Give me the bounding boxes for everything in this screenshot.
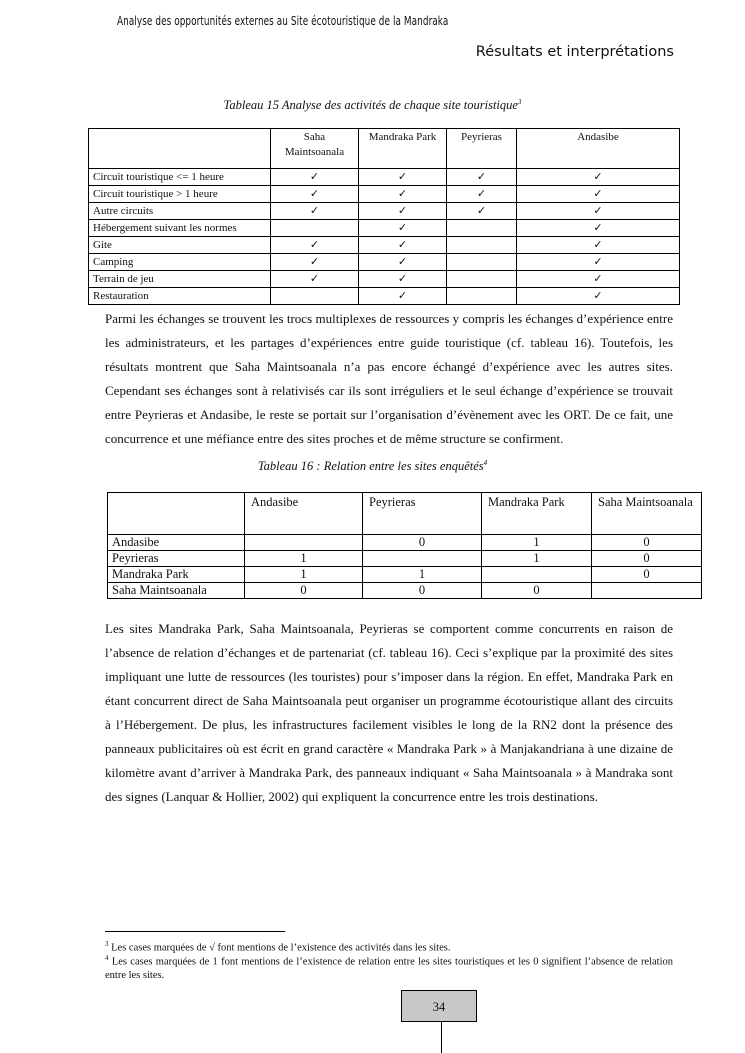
relation-cell: 0 (363, 583, 482, 599)
activity-column-header: Mandraka Park (359, 129, 447, 169)
activity-row-label: Circuit touristique > 1 heure (89, 186, 271, 203)
relation-header-row (108, 493, 702, 535)
page-number-stem (441, 1022, 442, 1053)
footnote-rule (105, 931, 285, 932)
activity-row (89, 169, 680, 186)
activity-cell: ✓ (271, 271, 359, 288)
relation-cell (482, 567, 592, 583)
activity-row (89, 288, 680, 305)
activity-cell: ✓ (271, 169, 359, 186)
activity-cell (447, 288, 517, 305)
relation-cell: 1 (245, 551, 363, 567)
activity-cell (447, 254, 517, 271)
page-number: 34 (401, 990, 477, 1022)
activity-cell: ✓ (517, 271, 680, 288)
relation-column-header: Andasibe (245, 493, 363, 535)
relation-row-label: Saha Maintsoanala (108, 583, 245, 599)
activity-cell: ✓ (517, 288, 680, 305)
activity-cell: ✓ (517, 254, 680, 271)
paragraph-competition (105, 617, 673, 809)
table16-caption-text: Tableau 16 : Relation entre les sites enquêtés (257, 459, 484, 474)
activity-cell: ✓ (517, 203, 680, 220)
activity-row-label: Camping (89, 254, 271, 271)
table16-caption (0, 459, 745, 474)
paragraph-exchanges (105, 307, 673, 451)
activity-cell: ✓ (517, 186, 680, 203)
paragraph-competition-text: Les sites Mandraka Park, Saha Maintsoanala, Peyrieras se comportent comme concurrents en raison de l’absence de relation d’échanges et de partenariat (cf. tableau 16). Ceci s’explique par la proximité des sites impliquant une lutte de ressources (les touristes) pour s’imposer dans la région. En effet, Mandraka Park en étant concurrent direct de Saha Maintsoanala peut organiser un programme écotouristique allant des circuits à l’Hébergement. De plus, les infrastructures facilement visibles le long de la RN2 dont la présence des panneaux publicitaires où est écrit en grand caractère « Mandraka Park » à Manjakandriana à une dizaine de kilomètre avant d’arriver à Mandraka Park, des panneaux indiquant « Saha Maintsoanala » à Mandraka sont des signes (Lanquar & Hollier, 2002) qui expliquent la concurrence entre les trois destinations. (105, 621, 673, 804)
activity-cell: ✓ (271, 186, 359, 203)
activity-row (89, 203, 680, 220)
activity-row-label: Circuit touristique <= 1 heure (89, 169, 271, 186)
activity-cell: ✓ (271, 254, 359, 271)
table15-caption-text: Tableau 15 Analyse des activités de chaque site touristique (223, 98, 518, 113)
activity-row-label: Gite (89, 237, 271, 254)
table16-caption-note: 4 (483, 459, 488, 467)
relations-table (107, 492, 702, 599)
relation-cell: 1 (482, 551, 592, 567)
activity-row (89, 254, 680, 271)
activity-cell: ✓ (517, 220, 680, 237)
activity-cell: ✓ (517, 237, 680, 254)
activity-cell: ✓ (359, 237, 447, 254)
activity-row (89, 220, 680, 237)
activity-row (89, 271, 680, 288)
activity-cell: ✓ (271, 203, 359, 220)
table15-caption (0, 98, 745, 113)
relation-cell (245, 535, 363, 551)
activity-cell: ✓ (271, 237, 359, 254)
activity-cell: ✓ (359, 169, 447, 186)
relation-row-label: Andasibe (108, 535, 245, 551)
activity-column-header: Peyrieras (447, 129, 517, 169)
activity-header-row (89, 129, 680, 169)
activity-row (89, 237, 680, 254)
footnote-4-number: 4 (105, 954, 109, 962)
relation-cell: 1 (363, 567, 482, 583)
activity-cell: ✓ (447, 186, 517, 203)
relation-row-label: Peyrieras (108, 551, 245, 567)
relation-row (108, 567, 702, 583)
activity-cell: ✓ (447, 169, 517, 186)
activity-cell (447, 271, 517, 288)
footnote-4 (105, 952, 673, 982)
activity-row-label: Hébergement suivant les normes (89, 220, 271, 237)
relation-cell: 1 (245, 567, 363, 583)
relation-cell (363, 551, 482, 567)
table15-caption-note: 3 (517, 98, 522, 106)
relation-corner-cell (108, 493, 245, 535)
activity-cell (271, 288, 359, 305)
activity-corner-cell (89, 129, 271, 169)
footnote-3-number: 3 (105, 940, 109, 948)
relation-cell: 0 (592, 551, 702, 567)
relation-row (108, 583, 702, 599)
relation-row (108, 551, 702, 567)
activity-cell (447, 237, 517, 254)
activity-column-header: Saha Maintsoanala (271, 129, 359, 169)
footnote-3-text: Les cases marquées de √ font mentions de l’existence des activités dans les sites. (111, 942, 451, 954)
activity-cell: ✓ (517, 169, 680, 186)
activity-cell (447, 220, 517, 237)
activity-column-header: Andasibe (517, 129, 680, 169)
activities-table (88, 128, 680, 305)
activity-cell: ✓ (359, 271, 447, 288)
activity-cell: ✓ (359, 254, 447, 271)
relation-column-header: Peyrieras (363, 493, 482, 535)
relation-column-header: Saha Maintsoanala (592, 493, 702, 535)
relation-cell: 1 (482, 535, 592, 551)
relation-column-header: Mandraka Park (482, 493, 592, 535)
relation-cell: 0 (363, 535, 482, 551)
footnote-4-text: Les cases marquées de 1 font mentions de l’existence de relation entre les sites touristiques et les 0 signifient l’absence de relation entre les sites. (105, 956, 674, 981)
relation-cell: 0 (592, 535, 702, 551)
activity-cell: ✓ (359, 186, 447, 203)
activity-cell (271, 220, 359, 237)
activity-row-label: Terrain de jeu (89, 271, 271, 288)
activity-cell: ✓ (447, 203, 517, 220)
running-header-title: Analyse des opportunités externes au Site écotouristique de la Mandraka (117, 14, 449, 28)
relation-cell (592, 583, 702, 599)
activity-row-label: Autre circuits (89, 203, 271, 220)
paragraph-exchanges-text: Parmi les échanges se trouvent les trocs multiplexes de ressources y compris les échanges d’expérience entre les administrateurs, et les partages d’expériences entre guide touristique (cf. tableau 16). Toutefois, les résultats montrent que Saha Maintsoanala n’a pas encore échangé d’expérience avec les autres sites. Cependant ses échanges sont à relativisés car ils sont irréguliers et le seul échange d’expérience se trouvait entre Peyrieras et Andasibe, le reste se portait sur l’organisation d’évènement avec les ORT. De ce fait, une concurrence et une méfiance entre des sites proches et de même structure se confirment. (105, 311, 673, 446)
activity-cell: ✓ (359, 220, 447, 237)
section-title: Résultats et interprétations (475, 44, 674, 60)
activity-row (89, 186, 680, 203)
relation-cell: 0 (482, 583, 592, 599)
activity-cell: ✓ (359, 203, 447, 220)
relation-row (108, 535, 702, 551)
relation-cell: 0 (592, 567, 702, 583)
activity-row-label: Restauration (89, 288, 271, 305)
relation-cell: 0 (245, 583, 363, 599)
relation-row-label: Mandraka Park (108, 567, 245, 583)
activity-cell: ✓ (359, 288, 447, 305)
